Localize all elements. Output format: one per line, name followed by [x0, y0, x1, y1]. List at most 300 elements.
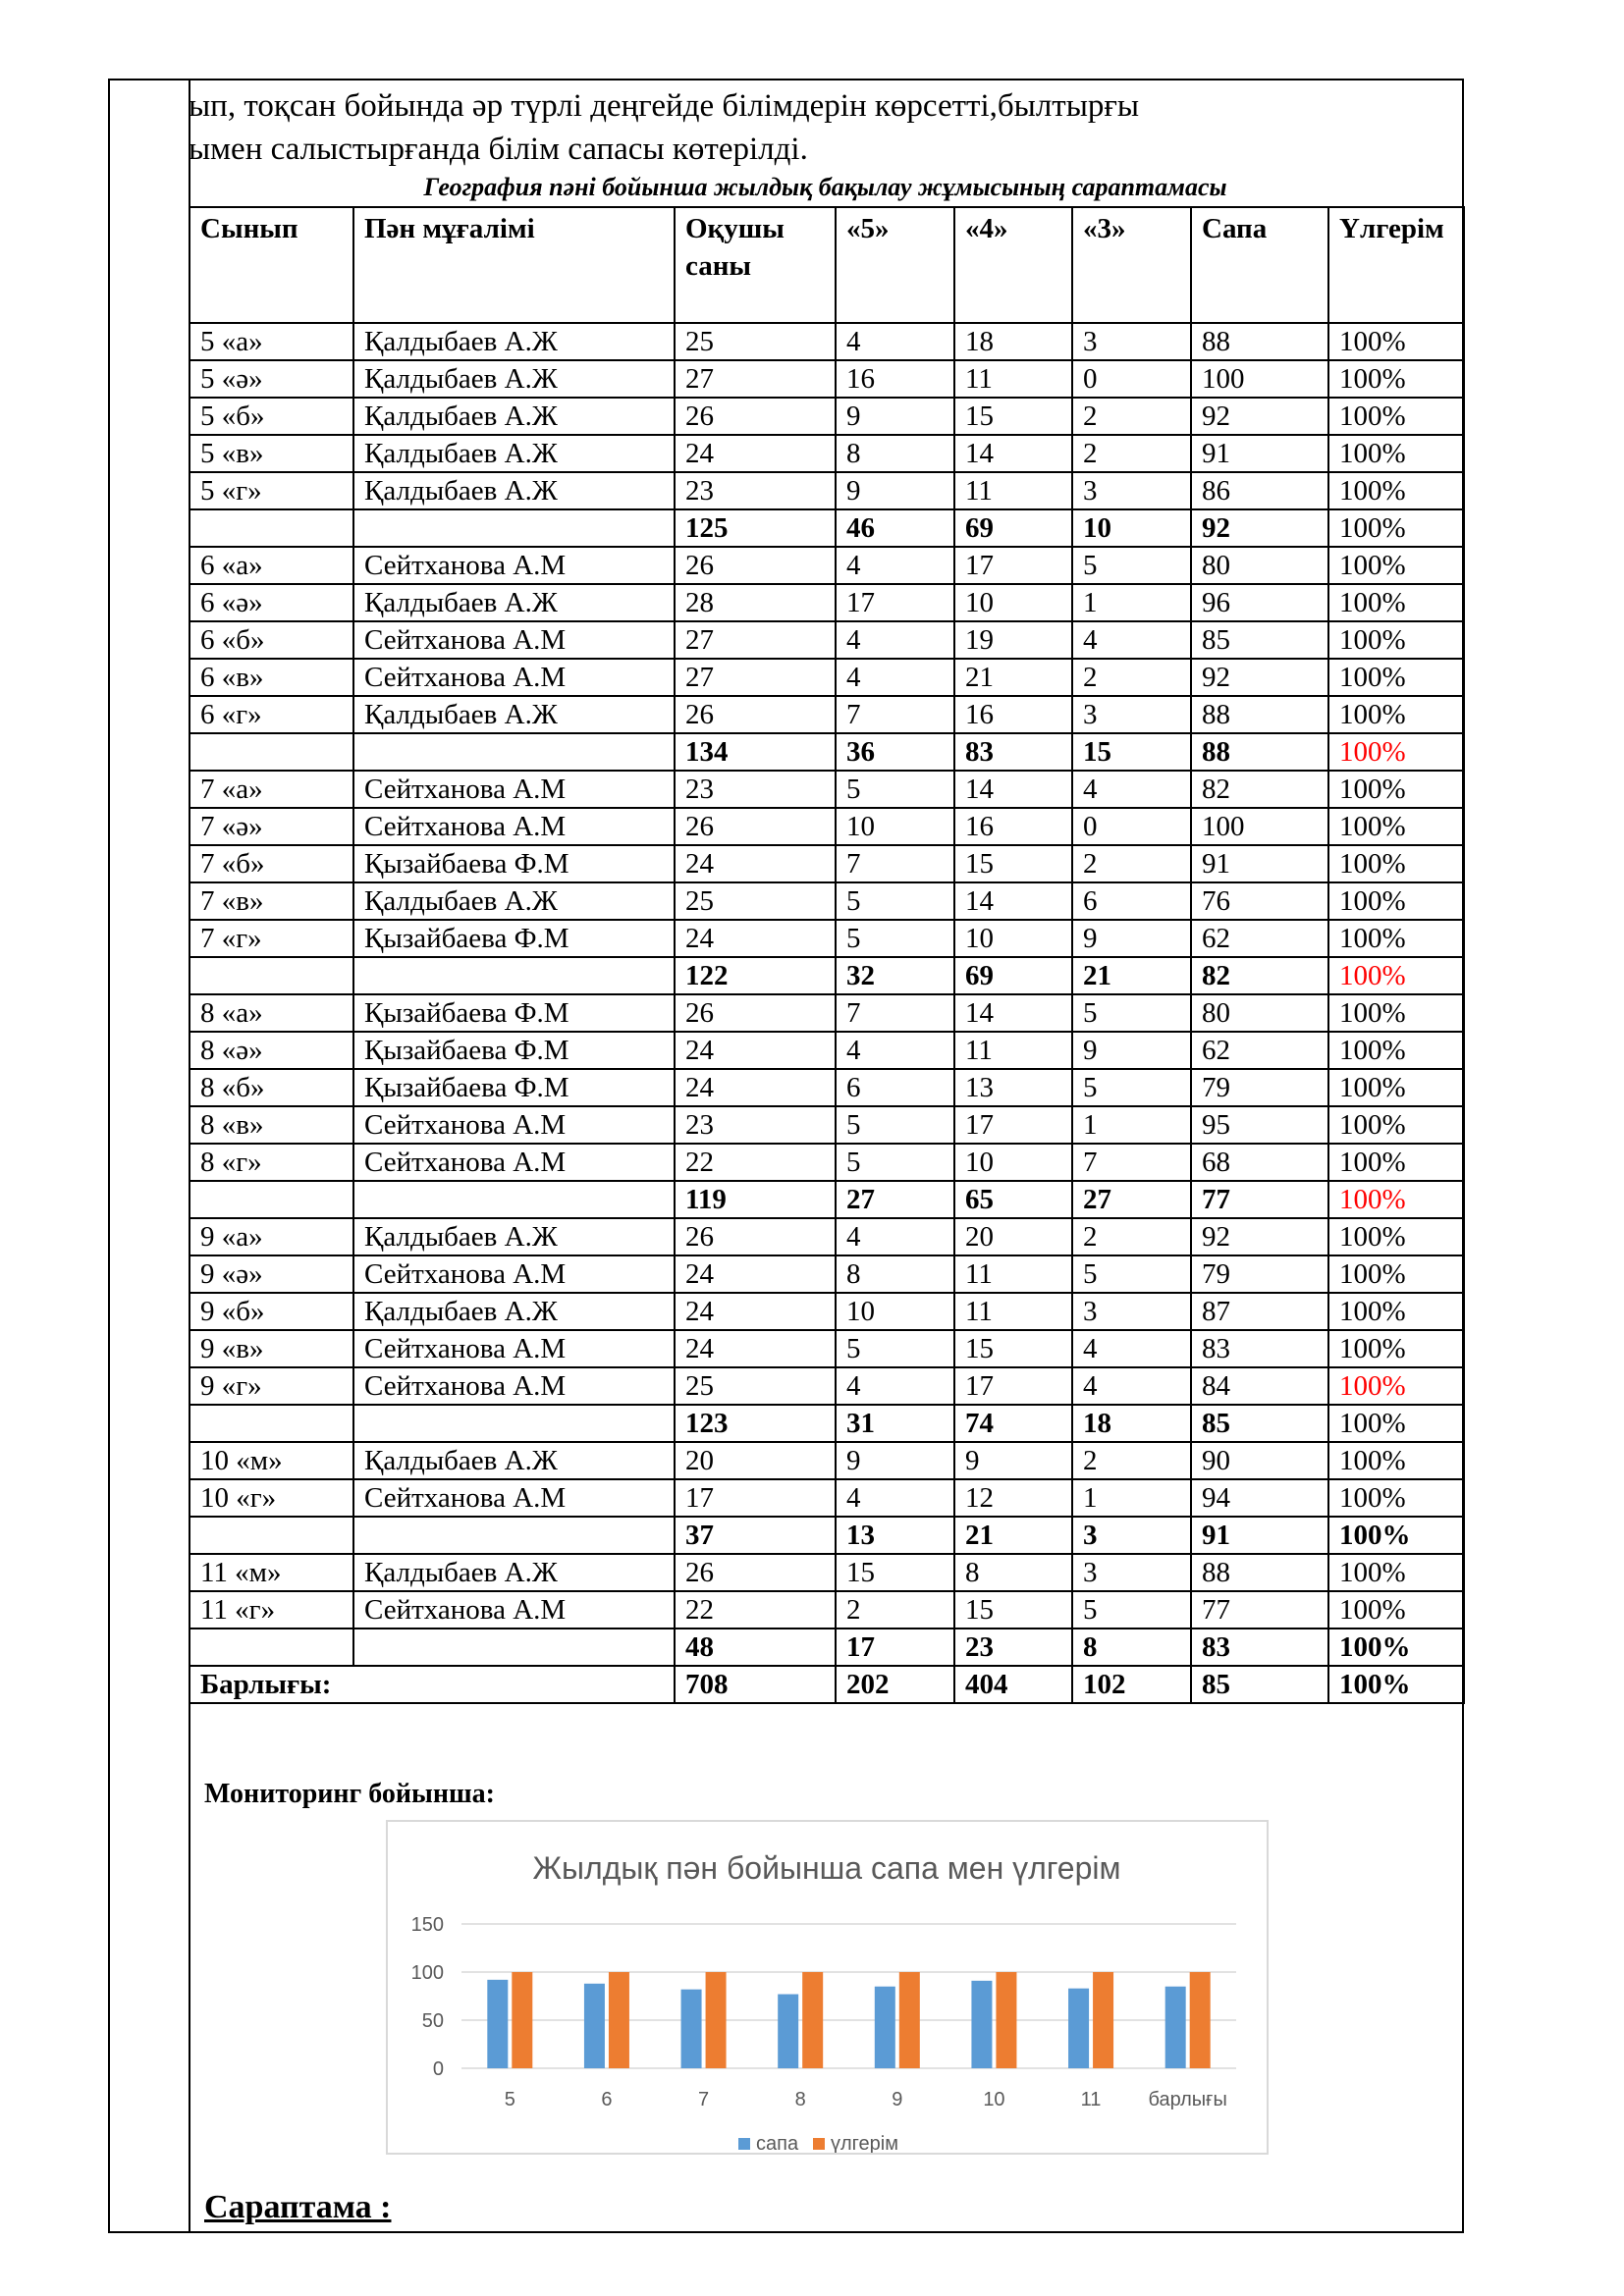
table-cell: 27 [675, 621, 836, 659]
table-cell: 10 [954, 1144, 1072, 1181]
table-cell: Қалдыбаев А.Ж [353, 1442, 675, 1479]
table-cell: 100% [1328, 435, 1464, 472]
bar-ulgerim-9 [899, 1972, 920, 2068]
table-cell: 100% [1328, 1218, 1464, 1255]
table-cell: 48 [675, 1629, 836, 1666]
table-cell: Қалдыбаев А.Ж [353, 584, 675, 621]
table-cell: 2 [1072, 435, 1191, 472]
table-cell: 94 [1191, 1479, 1328, 1517]
table-cell: 7 «б» [189, 845, 353, 882]
subtotal-row [189, 957, 1464, 994]
table-cell: 100% [1328, 1629, 1464, 1666]
table-cell: 14 [954, 882, 1072, 920]
y-tick-label: 0 [432, 2058, 444, 2080]
table-cell: 4 [1072, 771, 1191, 808]
table-row [189, 1144, 1464, 1181]
table-cell: 100 [1191, 360, 1328, 398]
y-tick-label: 100 [410, 1962, 444, 1984]
table-cell: 3 [1072, 1517, 1191, 1554]
table-cell: 2 [1072, 1442, 1191, 1479]
table-cell: 83 [954, 733, 1072, 771]
table-cell: 100% [1328, 659, 1464, 696]
header-students: Оқушы саны [675, 207, 836, 323]
table-cell: 22 [675, 1591, 836, 1629]
bar-chart [388, 1822, 1267, 2153]
table-cell: 69 [954, 957, 1072, 994]
table-cell: 11 [954, 472, 1072, 509]
bar-sapa-6 [584, 1984, 605, 2068]
table-cell: 100% [1328, 547, 1464, 584]
table-row [189, 472, 1464, 509]
bar-ulgerim-6 [609, 1972, 629, 2068]
table-cell: 100% [1328, 808, 1464, 845]
table-cell: 8 «б» [189, 1069, 353, 1106]
table-cell: 100% [1328, 360, 1464, 398]
bar-sapa-9 [875, 1987, 895, 2068]
table-cell: 79 [1191, 1255, 1328, 1293]
table-cell: 100% [1328, 1181, 1464, 1218]
table-cell: 17 [954, 1367, 1072, 1405]
table-cell: Сейтханова А.М [353, 547, 675, 584]
table-cell: 7 «г» [189, 920, 353, 957]
header-progress: Үлгерім [1328, 207, 1464, 323]
table-cell: 17 [675, 1479, 836, 1517]
table-cell: 15 [954, 1330, 1072, 1367]
table-cell: 23 [675, 472, 836, 509]
table-cell: Сейтханова А.М [353, 1591, 675, 1629]
table-cell: 14 [954, 435, 1072, 472]
table-row [189, 621, 1464, 659]
table-cell: 3 [1072, 1554, 1191, 1591]
table-cell: 11 [954, 1032, 1072, 1069]
table-cell [353, 1405, 675, 1442]
table-cell: 2 [1072, 659, 1191, 696]
chart-container [386, 1820, 1269, 2155]
table-cell: 87 [1191, 1293, 1328, 1330]
x-tick-label: барлығы [1148, 2089, 1227, 2110]
table-cell: 5 [836, 882, 954, 920]
table-cell: 27 [675, 360, 836, 398]
table-cell: 8 «ә» [189, 1032, 353, 1069]
table-cell: 100% [1328, 1032, 1464, 1069]
table-cell: 6 «в» [189, 659, 353, 696]
x-tick-label: 10 [983, 2089, 1005, 2110]
table-cell: 5 «а» [189, 323, 353, 360]
table-cell: 134 [675, 733, 836, 771]
legend-swatch-ulgerim [813, 2138, 825, 2150]
table-cell: 5 [836, 1330, 954, 1367]
table-cell: 4 [1072, 1367, 1191, 1405]
table-cell: 5 «в» [189, 435, 353, 472]
x-tick-label: 11 [1080, 2089, 1102, 2110]
table-cell: 14 [954, 771, 1072, 808]
table-cell: 5 [836, 1144, 954, 1181]
table-cell: 95 [1191, 1106, 1328, 1144]
table-cell [189, 957, 353, 994]
table-cell: 6 [1072, 882, 1191, 920]
intro-line-1: ып, тоқсан бойында әр түрлі деңгейде білімдерін көрсетті,былтырғы [189, 88, 1140, 124]
table-cell: 100% [1328, 1367, 1464, 1405]
table-cell: 5 «ә» [189, 360, 353, 398]
table-cell: 26 [675, 994, 836, 1032]
table-cell: 100% [1328, 1554, 1464, 1591]
table-cell: 2 [1072, 398, 1191, 435]
table-cell: 100% [1328, 1479, 1464, 1517]
frame-left-border [108, 79, 110, 2233]
table-row [189, 1069, 1464, 1106]
table-cell: 100% [1328, 1255, 1464, 1293]
table-cell: 24 [675, 1293, 836, 1330]
table-cell: 15 [836, 1554, 954, 1591]
table-cell [189, 733, 353, 771]
total-cell: 404 [954, 1666, 1072, 1703]
table-cell: Қалдыбаев А.Ж [353, 696, 675, 733]
table-cell: 21 [1072, 957, 1191, 994]
table-cell: 24 [675, 920, 836, 957]
table-cell: 100% [1328, 1106, 1464, 1144]
table-row [189, 994, 1464, 1032]
table-cell: 9 [836, 1442, 954, 1479]
table-cell: 85 [1191, 1405, 1328, 1442]
table-cell: 37 [675, 1517, 836, 1554]
table-cell: Қызайбаева Ф.М [353, 920, 675, 957]
bar-ulgerim-7 [706, 1972, 727, 2068]
table-cell: 14 [954, 994, 1072, 1032]
table-cell: 100% [1328, 1405, 1464, 1442]
table-cell: 27 [1072, 1181, 1191, 1218]
table-cell: 92 [1191, 1218, 1328, 1255]
x-tick-label: 7 [698, 2089, 710, 2110]
total-label: Барлығы: [189, 1666, 675, 1703]
table-row [189, 1479, 1464, 1517]
table-cell: 100% [1328, 621, 1464, 659]
table-cell [189, 509, 353, 547]
table-cell: 100% [1328, 323, 1464, 360]
table-cell: Қалдыбаев А.Ж [353, 1218, 675, 1255]
table-cell: 100% [1328, 509, 1464, 547]
table-cell: 100% [1328, 1144, 1464, 1181]
table-cell: 25 [675, 323, 836, 360]
table-cell: 100% [1328, 882, 1464, 920]
table-cell: 5 «г» [189, 472, 353, 509]
table-cell: 13 [836, 1517, 954, 1554]
table-cell: 6 «а» [189, 547, 353, 584]
table-row [189, 1330, 1464, 1367]
table-cell: Қалдыбаев А.Ж [353, 435, 675, 472]
table-cell [353, 1517, 675, 1554]
table-cell: 9 «ә» [189, 1255, 353, 1293]
table-cell: 26 [675, 696, 836, 733]
table-cell: 11 «м» [189, 1554, 353, 1591]
table-cell: 6 «ә» [189, 584, 353, 621]
table-cell: Қызайбаева Ф.М [353, 1069, 675, 1106]
table-cell: 2 [1072, 845, 1191, 882]
table-cell: 4 [1072, 621, 1191, 659]
table-cell: Сейтханова А.М [353, 1479, 675, 1517]
table-cell: 23 [675, 1106, 836, 1144]
table-cell: 27 [675, 659, 836, 696]
table-cell: 100% [1328, 1442, 1464, 1479]
table-cell: Сейтханова А.М [353, 771, 675, 808]
table-cell: 4 [836, 659, 954, 696]
table-cell: 24 [675, 845, 836, 882]
header-grade-5: «5» [836, 207, 954, 323]
table-cell: 4 [836, 547, 954, 584]
table-cell: 100% [1328, 920, 1464, 957]
table-cell: 7 [836, 696, 954, 733]
header-quality: Сапа [1191, 207, 1328, 323]
table-cell: 84 [1191, 1367, 1328, 1405]
table-cell: 8 [1072, 1629, 1191, 1666]
table-cell: 123 [675, 1405, 836, 1442]
table-cell: 88 [1191, 696, 1328, 733]
table-cell: 18 [954, 323, 1072, 360]
table-cell: 3 [1072, 696, 1191, 733]
table-cell: 3 [1072, 323, 1191, 360]
table-cell: 125 [675, 509, 836, 547]
table-cell: 100% [1328, 845, 1464, 882]
table-cell: 20 [954, 1218, 1072, 1255]
table-cell: 4 [836, 1218, 954, 1255]
table-cell: 12 [954, 1479, 1072, 1517]
table-cell: 91 [1191, 845, 1328, 882]
bar-sapa-10 [971, 1981, 992, 2068]
table-cell: 8 [836, 1255, 954, 1293]
table-cell: 28 [675, 584, 836, 621]
table-cell: 20 [675, 1442, 836, 1479]
table-cell: 26 [675, 398, 836, 435]
table-cell: 65 [954, 1181, 1072, 1218]
table-cell: 9 [836, 398, 954, 435]
total-cell: 202 [836, 1666, 954, 1703]
table-cell: Қалдыбаев А.Ж [353, 472, 675, 509]
table-cell: Сейтханова А.М [353, 659, 675, 696]
bar-sapa-8 [778, 1995, 798, 2068]
table-cell: 27 [836, 1181, 954, 1218]
table-cell: Қалдыбаев А.Ж [353, 398, 675, 435]
table-cell: 85 [1191, 621, 1328, 659]
table-header-row [189, 207, 1464, 323]
results-table [189, 206, 1465, 1704]
table-cell: 100% [1328, 733, 1464, 771]
total-cell: 100% [1328, 1666, 1464, 1703]
table-row [189, 1106, 1464, 1144]
table-cell: 46 [836, 509, 954, 547]
table-cell: 77 [1191, 1181, 1328, 1218]
table-cell: 10 «г» [189, 1479, 353, 1517]
table-cell: 88 [1191, 1554, 1328, 1591]
table-cell: 4 [836, 323, 954, 360]
bar-ulgerim-11 [1093, 1972, 1113, 2068]
table-cell: 10 [1072, 509, 1191, 547]
table-cell: 4 [836, 621, 954, 659]
table-row [189, 435, 1464, 472]
table-cell: 82 [1191, 771, 1328, 808]
table-cell: 10 [954, 920, 1072, 957]
table-cell: 8 «в» [189, 1106, 353, 1144]
table-cell: 80 [1191, 547, 1328, 584]
table-cell: 100% [1328, 398, 1464, 435]
subtotal-row [189, 1181, 1464, 1218]
table-cell: 3 [1072, 1293, 1191, 1330]
table-cell: 68 [1191, 1144, 1328, 1181]
table-cell: 10 [836, 1293, 954, 1330]
table-cell [189, 1629, 353, 1666]
analysis-heading: Сараптама : [204, 2189, 392, 2225]
table-cell: 5 [836, 1106, 954, 1144]
total-cell: 85 [1191, 1666, 1328, 1703]
table-cell: 31 [836, 1405, 954, 1442]
table-cell: 96 [1191, 584, 1328, 621]
table-cell [353, 733, 675, 771]
table-cell: Қалдыбаев А.Ж [353, 1554, 675, 1591]
table-cell: 16 [954, 808, 1072, 845]
table-cell: 2 [836, 1591, 954, 1629]
table-cell [189, 1517, 353, 1554]
table-cell: 7 [836, 845, 954, 882]
table-cell: 91 [1191, 1517, 1328, 1554]
table-cell: 19 [954, 621, 1072, 659]
table-cell [189, 1405, 353, 1442]
table-cell: Қалдыбаев А.Ж [353, 1293, 675, 1330]
frame-bottom-border [108, 2231, 1464, 2233]
table-cell: 100% [1328, 1517, 1464, 1554]
table-row [189, 808, 1464, 845]
table-cell [189, 1181, 353, 1218]
table-cell: 62 [1191, 920, 1328, 957]
table-cell: 5 [836, 771, 954, 808]
table-cell: 92 [1191, 509, 1328, 547]
frame-top-border [108, 79, 1464, 80]
monitoring-label: Мониторинг бойынша: [204, 1779, 495, 1809]
table-cell: 82 [1191, 957, 1328, 994]
table-cell: 10 [836, 808, 954, 845]
table-title: География пәні бойынша жылдық бақылау жұмысының сараптамасы [423, 173, 1227, 201]
bar-sapa-барлығы [1165, 1987, 1186, 2068]
table-cell: 1 [1072, 1106, 1191, 1144]
table-cell: 17 [836, 1629, 954, 1666]
table-cell: 17 [836, 584, 954, 621]
bar-ulgerim-8 [802, 1972, 823, 2068]
table-cell: 100% [1328, 696, 1464, 733]
table-cell: 9 «г» [189, 1367, 353, 1405]
table-cell: 24 [675, 435, 836, 472]
table-cell: 9 [1072, 1032, 1191, 1069]
table-cell: 5 [1072, 547, 1191, 584]
table-cell: 6 «г» [189, 696, 353, 733]
table-row [189, 584, 1464, 621]
table-cell: Сейтханова А.М [353, 1255, 675, 1293]
subtotal-row [189, 1405, 1464, 1442]
table-cell: 7 «в» [189, 882, 353, 920]
subtotal-row [189, 733, 1464, 771]
table-cell [353, 509, 675, 547]
table-row [189, 1218, 1464, 1255]
table-cell: 69 [954, 509, 1072, 547]
table-cell: 16 [836, 360, 954, 398]
table-cell: 13 [954, 1069, 1072, 1106]
table-cell: 6 [836, 1069, 954, 1106]
table-cell: 9 [1072, 920, 1191, 957]
table-cell: 11 [954, 1293, 1072, 1330]
table-cell: 122 [675, 957, 836, 994]
table-cell: 5 [1072, 1069, 1191, 1106]
x-tick-label: 9 [892, 2089, 903, 2110]
table-cell: 11 «г» [189, 1591, 353, 1629]
x-tick-label: 8 [794, 2089, 806, 2110]
table-cell: 25 [675, 1367, 836, 1405]
table-cell [353, 1181, 675, 1218]
table-cell: 83 [1191, 1629, 1328, 1666]
table-cell: 4 [1072, 1330, 1191, 1367]
table-cell [353, 957, 675, 994]
table-cell: 74 [954, 1405, 1072, 1442]
table-cell: 23 [675, 771, 836, 808]
table-cell: 1 [1072, 1479, 1191, 1517]
table-cell: Сейтханова А.М [353, 1367, 675, 1405]
total-cell: 708 [675, 1666, 836, 1703]
table-row [189, 1032, 1464, 1069]
table-cell: 91 [1191, 435, 1328, 472]
table-cell: 24 [675, 1069, 836, 1106]
table-cell: 9 [836, 472, 954, 509]
table-cell: 9 [954, 1442, 1072, 1479]
table-cell: 77 [1191, 1591, 1328, 1629]
table-cell: 9 «а» [189, 1218, 353, 1255]
legend-swatch-sapa [738, 2138, 750, 2150]
table-cell: 24 [675, 1255, 836, 1293]
table-row [189, 1367, 1464, 1405]
table-cell [353, 1629, 675, 1666]
table-cell: 7 «а» [189, 771, 353, 808]
table-cell: 92 [1191, 398, 1328, 435]
table-cell: 92 [1191, 659, 1328, 696]
bar-sapa-5 [487, 1980, 508, 2068]
table-cell: 76 [1191, 882, 1328, 920]
table-cell: 5 [1072, 994, 1191, 1032]
subtotal-row [189, 509, 1464, 547]
table-cell: 5 «б» [189, 398, 353, 435]
table-cell: 26 [675, 1554, 836, 1591]
table-cell: 26 [675, 808, 836, 845]
table-cell: 4 [836, 1479, 954, 1517]
header-teacher: Пән мұғалімі [353, 207, 675, 323]
bar-ulgerim-5 [512, 1972, 532, 2068]
table-row [189, 1293, 1464, 1330]
table-cell: 21 [954, 1517, 1072, 1554]
table-cell: Қалдыбаев А.Ж [353, 360, 675, 398]
table-cell: Қалдыбаев А.Ж [353, 882, 675, 920]
table-cell: Сейтханова А.М [353, 1330, 675, 1367]
total-row [189, 1666, 1464, 1703]
table-cell: 9 «б» [189, 1293, 353, 1330]
table-cell: 100% [1328, 1591, 1464, 1629]
table-cell: 6 «б» [189, 621, 353, 659]
table-cell: 21 [954, 659, 1072, 696]
table-row [189, 845, 1464, 882]
table-row [189, 1255, 1464, 1293]
bar-ulgerim-барлығы [1190, 1972, 1211, 2068]
table-cell: 15 [954, 1591, 1072, 1629]
table-cell: 16 [954, 696, 1072, 733]
table-cell: 25 [675, 882, 836, 920]
table-cell: Сейтханова А.М [353, 621, 675, 659]
table-cell: 4 [836, 1032, 954, 1069]
table-row [189, 547, 1464, 584]
table-row [189, 771, 1464, 808]
table-row [189, 696, 1464, 733]
x-tick-label: 6 [601, 2089, 613, 2110]
